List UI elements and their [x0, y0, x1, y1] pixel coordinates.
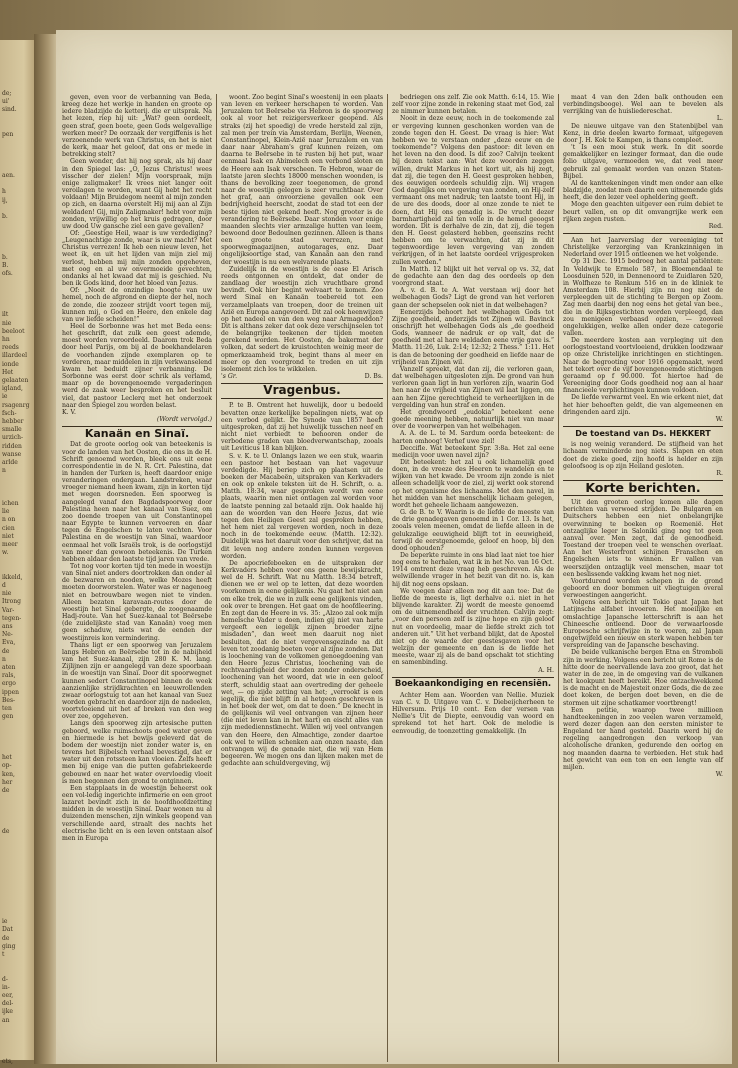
left-page-fragment: d-	[2, 975, 8, 983]
left-page-fragment: Itrong	[2, 598, 21, 606]
paragraph: Op 31 Dec. 1915 bedroeg het aantal patiënten: In Veldwijk te Ermelo 587, in Bloemendaal te Loosduinen 520, in Dennenoord te Zuidlaren 520, in Wolfheze te Renkum 516 en in de kliniek te Amsterdam 108. Hierbij zijn nu nog niet de verpleegden uit de stichting te Bergen op Zoom. Zag men daarbij den nog eens het getal van bee., die in de Rijksgestichten worden verpleegd, dan zou menigeen verbaasd opzien, — zooveel ongelukkigen, welke allen onder deze categorie vallen.	[563, 258, 723, 337]
paragraph: is nog weinig veranderd. De stijfheid van het lichaam verminderde nog niets. Slapen en eten doet de zieke goed, zijn hoofd is helder en zijn geloofsoog is op zijn Heiland gesloten.	[563, 441, 723, 470]
signature: L.	[716, 115, 723, 123]
signature-place: 's Gr.	[221, 373, 238, 381]
paragraph: Langs den spoorweg zijn artesische putten geboord, welke ruimschoots goed water geven en hiermede is het bewijs geleverd dat de bodem der woestijn niet zonder water is, en tevens het Bijbelsch verhaal bevestigd, dat er water uit den rotssteen kan vloeien. Zelfs heeft men bij enige van die putten gefabriekeerde gebouwd en naar het water overvloedig vloeit is men begonnen den grond te ontginnen.	[62, 720, 212, 785]
paragraph: A. A. de L. te M. Sardum oorda beteekent: de harten omhoog! Verhef uwe ziel!	[392, 430, 554, 445]
left-page-fragment: eer,	[2, 992, 14, 999]
paragraph: De beperkte ruimte in ons blad laat niet toe hier nog eens te herhalen, wat ik in het No. van 16 Oct. 1914 omtrent deze vraag heb geschreven. Als de welwillende vrager in het bezit van dit no. is, kan hij dit nog eens opslaan.	[392, 552, 554, 588]
paragraph: Een petitie, waarop twee millioen handteekeningen in zoo veelen waren verzameld, werd dezer dagen aan den eersten minister te Engeland ter hand gesteld. Daarin werd bij de regeling aangedrongen den verkoop van alcoholische dranken, gedurende den oorlog en nog maanden daarna te verbieden. Het stuk had het gewicht van een ton en een lengte van elf mijlen.	[563, 706, 723, 771]
paragraph: A. v. d. B. te A. Wat verstaan wij door het welbehagen Gods? Ligt de grond van het verloren gaan der schepselen ook niet in dat welbehagen?	[392, 287, 554, 309]
left-page-fragment: urzich-	[2, 434, 24, 442]
divider	[392, 677, 554, 678]
divider	[563, 495, 723, 496]
paragraph: De nieuwe uitgave van den Statenbijbel van Kenz, in drie deelen kwarto formaat, uitgegeven door J. H. Kok te Kampen, is thans compleet.	[563, 122, 723, 144]
paragraph: Moge den geachten uitgever een ruim debiet te beurt vallen, en op dit omvangrijke werk een rijken zegen rusten.	[563, 201, 723, 223]
left-page-fragment: lie	[2, 508, 10, 516]
left-page-fragment: ui'	[2, 98, 10, 106]
paragraph: G. de B. te V. Waarin is de liefde de meeste van de drie genadegaven genoemd in 1 Cor. 13. Is het, zooals velen meenen, omdat de liefde alleen in de gelukzalige eeuwigheid blijft tot in eeuwigheid, terwijl de eerstgenoemde, geloof en hoop, bij den dood ophouden?	[392, 509, 554, 552]
left-page-fragment: ofs.	[2, 270, 13, 278]
left-page-fragment: ans	[2, 623, 13, 630]
left-page-fragment: w.	[2, 549, 9, 557]
left-page-fragment: niet	[2, 532, 14, 540]
signature: A. H.	[538, 666, 554, 674]
left-page-fragment: ichen	[2, 500, 19, 507]
paragraph: De meerdere kosten aan verpleging uit den oorlogstoestand voortvloeiend, drukken loodzwaar op onze Christelijke inrichtingen en stichtingen. Naar de begrooting voor 1916 opgemaakt, werd het tekort over de vijf bovengenoemde stichtingen geraamd op f 90.000. Tot hiertoe had de Vereeniging door Gods goedheid nog aan al haar financieele verplichtingen kunnen voldoen.	[563, 337, 723, 395]
left-page-fragment: meer	[2, 541, 18, 548]
left-page-fragment: b.	[2, 254, 8, 261]
left-page-fragment: hebber	[2, 418, 24, 425]
left-page-fragment: beeloot	[2, 327, 25, 335]
left-page-fragment: ging	[2, 942, 16, 950]
left-page-fragment: ijke	[2, 1008, 13, 1016]
paragraph: Volgens een bericht uit Tokio gaat Japan het Latijnsche alfabet invoeren. Het moeilijke en omslachtige Japansche letterschrift is aan het Chineesche ontleend. Door de verwaarloosde Europesche schrijfwijze in te voeren, zal Japan ongetwijfeld een nieuw en sterk wapen hebben ter verspreiding van de Japansche beschaving.	[563, 599, 723, 650]
paragraph: S. v. K. te U. Onlangs lazen we een stuk, waarin een pastoor het bestaan van het vagevuur verdedigde. Hij beriep zich op plaatsen uit de boeken der Macabeën, uitspraken van Kerkvaders en ook op enkele teksten uit de H. Schrift, o. a. Matth. 18:34, waar gesproken wordt van eene plaats, waarin men niet ontlagen zal worden voor de laatste penning zal betaald zijn. Ook haalde hij aan de woorden van den Heere Jezus, dat wie tegen den Heiligen Geest zal gesproken hebben, het hem niet zal vergeven worden, noch in deze noch in de toekomende eeuw. (Matth. 12:32). Duidelijk was het daaruit voor den schrijver, dat na dit leven nog andere zonden kunnen vergeven worden.	[221, 452, 383, 560]
paragraph: P. te B. Omtrent het huwelijk, door u bedoeld bevatten onze kerkelijke bepalingen niets, wat op een verbod gelijkt. De Synode van 1857 heeft uitgesproken, dat zij het huwelijk tusschen neef en nicht niet verbiedt te behooren onder de verbodene graden van bloedverwantschap, zooals uit Leviticus 18 kan blijken.	[221, 402, 383, 453]
signature: W.	[715, 771, 723, 779]
paragraph: Aan het Jaarverslag der vereeniging tot Christelijke verzorging van Krankzinnigen in Nederland over 1915 ontleenen we het volgende.	[563, 236, 723, 259]
kanaan-text	[62, 441, 212, 842]
paragraph: Of: „Nooit de onzindige hoogte van uw hemel, noch de afgrond en diepte der hel, noch de zonde, die zoozeer strijdt voort tegen mij, kunnen mij, o God en Heere, den enkele dag van uw liefde scheiden!”	[62, 287, 212, 323]
divider	[563, 233, 723, 234]
left-page-fragment: reeds	[2, 344, 19, 352]
paragraph: Een stapplaats in de woestijn beheerst ook een vol-ledig ingerichte infirmerie en een groot lazaret bevindt zich in de hoofdhoofdzetting midden in de woestijn Sinaï. Daar wonen nu al duizenden menschen, zijn winkels geopend van verschillende aard, straalt des nachts het electrische licht en is een leven ontstaan alsof men in Europa	[62, 784, 212, 842]
column-1	[62, 94, 212, 1062]
column-3	[392, 94, 554, 1062]
left-page-fragment: nie	[2, 590, 12, 598]
left-page-fragment: igland,	[2, 385, 23, 393]
paragraph: De apocriefeboeken en de uitspraken der Kerkvaders hebben voor ons geene bewijskracht, wel de H. Schrift. Wat nu Matth. 18:34 betreft, dienen we er wel op te letten, dat deze woorden voorkomen in eene gelijkenis. Nu gaat het niet aan om elke trek, die we in zulk eene gelijkenis vinden, ook over te brengen. Het gaat om de hoofdleering. En zegt dan de Heere in vs. 35: „Alzoo zal ook mijn hemelsche Vader u doen, indien gij niet van harte vergeeft een iegelijk zijnen broeder zijne misdaden”, dan weet men daaruit nog niet besluiten, dat de niet vergevensgezinde na dit leven tot zoodanig boeten voor al zijne zonden. Dat is loochening van de volkomen genoegdoening van den Heere Jezus Christus, loochening van de rechtvaardigheid der zonden zonder onderscheid, loochening van het woord, dat wie in een geloof sterft, schuldig staat aan overtreding der geheele wet, — op zijde zetting van het; „verrookt is een iegelijk, die niet blijft in al hetgeen geschreven is in het boek der wet, om dat te doen.” De knecht in de gelijkenis wil veel ontvangen van zijnen heer (die niet leven kan in het hart) en eischt alles van zijn medediennstknecht. Willen wij veel ontvangen van den Heere, den Almachtige, zonder daartoe ook wel te willen schenken aan onzen naaste, dan ontvangen wij de genade niet, die wij van Hem begeeren. We mogen ons dan lijken maken met de gedachte aan schuldvergeving, wij	[221, 559, 383, 768]
left-page-fragment: pen	[2, 131, 14, 138]
col2-text	[221, 94, 383, 373]
left-page-fragment: aten	[2, 664, 16, 671]
left-page-fragment: ridden	[2, 442, 22, 450]
to-be-continued: (Wordt vervolgd.)	[156, 416, 212, 424]
left-page-fragment: aen.	[2, 172, 15, 179]
left-page-fragment: gen	[2, 713, 14, 721]
signature: D. Bs.	[364, 373, 383, 381]
col4-text-c	[563, 237, 723, 416]
paragraph: Uit den grooten oorlog komen alle dagen berichten van verwoed strijden. De Bulgaren en Duitschers hebben een niet onbelangrijke overwinning te boeken op Roemenië. Het ontzaglijke leger in Saloniki ging nog tot geen aanval over. Men zegt, dat de genoodheid. Toestand der troepen veel te wenschen overlaat. Aan het Westerfront schijnen Franschen en Engelschen iets te winnen. Er vallen van weerszijden ontzaglijk veel menschen, maar tot een beslissende vakking kwam het nog niet.	[563, 499, 723, 578]
left-page-fragment: op-	[2, 762, 12, 770]
divider	[563, 426, 723, 427]
signature: W.	[715, 415, 723, 423]
divider	[221, 398, 383, 399]
left-page-fragment: h	[2, 188, 6, 196]
hekkert-text	[563, 441, 723, 470]
left-page-fragment: B.	[2, 262, 9, 270]
column-4	[563, 94, 723, 1062]
paragraph: Eenerzijds behoort het welbehagen Gods tot Zijne goedheid, anderzijds tot Zijnen wil. Bavinck onschrijft het welbehagen Gods als „de goedheid Gods, wanneer de nadruk er op valt, dat de goedheid met al hare weldaden eene vrije gave is.” Matth. 11:26, Luk. 2:14; 12:32; 2 Thess.” 1:11. Het is dan de betooning der goedheid en liefde naar de vrijheid van Zijnen wil.	[392, 308, 554, 366]
left-page-fragment: Var-	[2, 606, 15, 614]
left-page-fragment: n on	[2, 516, 16, 524]
signature: R.	[716, 469, 723, 477]
left-page-fragment: ikkeld,	[2, 573, 23, 581]
column-rule	[558, 94, 559, 1062]
left-page-fragment: ij,	[2, 196, 8, 204]
boek-text	[392, 692, 554, 735]
paragraph: Het grondwoord „eudokia” beteekent eene goede meening hebben, natuurlijk niet van maar over de voorwerpen van het welbehagen.	[392, 408, 554, 431]
left-page-fragment: b.	[2, 213, 8, 220]
left-page-fragment: arlde	[2, 459, 18, 466]
paragraph: Dat de groote oorlog ook van beteekenis is voor de landen van het Oosten, die ons in de H. Schrift genoemd worden, bleek ons uit eene correspondentie in de N. R. Crt. Palestina, dat in handen der Turken is, heeft daardoor enige veranderingen ondergaan. Landstreken, waar vroeger niemand heen kwam, zijn in korten tijd met wegen doorsneden. Een spoorweg is aangelegd vanaf den Bagdadspoorweg door Palestina heen naar het kanaal van Suez, om zoo doende troepen van uit Constantinopel naar Egypte te kunnen vervoeren en daar tegen de Engelschen te laten vechten. Voor Palestina en de woestijn van Sinaï, waardoor eenmaal het volk Israëls trok, is de oorlogstijd van meer dan gewoon beteekenis. De Turken hebben aldaar den laatste tijd jaren van vrede.	[62, 441, 212, 563]
left-page-edge	[0, 40, 34, 1065]
left-page-fragment: de	[2, 828, 10, 835]
paragraph: Nooit in deze eeuw, noch in de toekomende zal er vergeving kunnen geschonken worden van de zonde tegen den H. Geest. De vraag is hier: Wat hebben we te verstaan onder „deze eeuw en de toekomende”? Volgens den pastoor: dit leven en het leven na den dood. Is dit zoo? Calvijn teekent bij dezen tekst aan: Wat deze woorden zeggen willen, drukt Markus in het kort uit, als hij zegt, dat zij, die tegen den H. Geest gesproken hebben, des eeuwigen oordeels schuldig zijn. Wij vragen God dagelijks om vergeving van zonden, en Hij-zelf vermaant ons met nadruk; ten laatste toont Hij, in de ure des doods, door al onze zonde te niet te doen, dat Hij ons genadig is. De vrucht dezer barmhartigheid zal ten volle in de hemel geoogst worden. Dit is derhalve de zin, dat zij, die tegen den H. Geest gelasterd hebben, geenszins recht hebben om te verwachten, dat zij in dit tegenwoordige leven vergeving van zonden verkrijgen, of in het laatste oordeel vrijgesproken zullen worden.”	[392, 115, 554, 266]
left-page-fragment: ionde	[2, 360, 19, 368]
left-page-fragment: wanse	[2, 450, 22, 458]
left-page-fragment: tegen-	[2, 614, 22, 622]
paragraph: De liefde verwarmt veel. En wie erkent niet, dat het hier behoeften geldt, die van algemeenen en dringenden aard zijn.	[563, 394, 723, 416]
left-page-fragment: ie	[2, 918, 8, 926]
column-rule	[387, 94, 388, 1062]
paragraph: bedriegen ons zelf. Zie ook Matth. 6:14, 15. Wie zelf voor zijne zonde in rekening staat met God, zal ze nimmer kunnen betalen.	[392, 94, 554, 116]
left-page-fragment: an	[2, 1016, 10, 1024]
signature: K. V.	[62, 408, 76, 416]
left-page-fragment: d	[2, 582, 6, 589]
left-page-fragment: de	[2, 647, 10, 655]
signature: Red.	[708, 222, 723, 230]
left-page-fragment: ken,	[2, 770, 15, 778]
section-title-korte-berichten: Korte berichten.	[585, 479, 701, 495]
paragraph: Dit beteekent: het zal u ook lichamelijk goed doen, in de vreeze des Heeren te wandelen en te wijken van het kwade. De vroom zijn zonde is niet alleen schadelijk voor de ziel, zij werkt ook storend op het organisme des lichaams. Met den navel, in het midden van het menschelijk lichaam gelegen, wordt het geheele lichaam aangewezen.	[392, 458, 554, 509]
left-page-fragment: hn	[2, 336, 12, 343]
left-page-fragment: ilt	[2, 311, 9, 319]
left-page-fragment: Ne-	[2, 631, 13, 639]
paragraph: Deccifle. Wat beteekent Spr. 3:8a. Het zal eene medicijn voor uwen navel zijn?	[392, 444, 554, 459]
left-page-fragment: illardeel	[2, 352, 28, 360]
col3-text	[392, 94, 554, 667]
col1-text	[62, 94, 212, 409]
paragraph: Achter Hem aan. Woorden van Nellie. Muziek van C. v. D. Uitgave van C. v. Diebeijcherheen te Hilversum. Prijs 10 cent. Een der versen van Nellie's Uit de Diepte, eenvoudig van woord en sprekend tot het hart. Ook de melodie is eenvoudig, de toonzetting gemakkelijk. (In	[392, 691, 554, 735]
section-title-hekkert: De toestand van Ds. HEKKERT	[575, 429, 711, 439]
col4-text-a	[563, 94, 723, 115]
left-page-fragment: ie	[2, 393, 8, 401]
left-page-fragment: ergo	[2, 680, 16, 688]
paragraph: woont. Zoo begint Sinaï's woestenij in een plaats van leven en verkeer herschapen te worden. Van Jeruzalem tot Beërsebe via Hebron is de spoorweg ook al voor het reizigersverkeer geopend. Als straks (zij het spoedig) de vrede hersteld zal zijn, zal men per trein via Amsterdam, Berlijn, Weenen, Constantinopel, Klein-Azië naar Jeruzalem en van daar naar Abraham's graf kunnen reizen, om daarna te Beërsebe in te rusten bij het put, waar eenmaal Isak en Abimelech een verbond sloten en de Heere aan Isak verscheen. Te Hebron, waar de laatste jaren slechts 18000 menschen woonden, is thans de bevolking zeer toegenomen, de grond naar de woestijn gelegen is zeer vruchtbaar. Over het graf, aan onvoorziene gevallen ook een bedrijvigheid heerscht, zoodat de stad tot een der beste tijden niet gekend heeft. Nog grooter is de verandering te Beërsebe. Daar stonden voor enige maanden slechts vier armzalige hutten van leem, bewoond door Bedouïnen gezinnen. Alleen is thans een groote stad verrezen, met spoorwegmagazijnen, autogarages, enz. Daar ongelijksoortige stad, van Kanaän aan den rand der woestijn is nu een welvarende plaats.	[221, 94, 383, 266]
left-page-fragment: Bes-	[2, 696, 16, 704]
left-page-fragment: n	[2, 655, 8, 663]
left-page-fragment: nie	[2, 319, 12, 327]
left-page-fragment: de	[2, 934, 10, 942]
left-page-fragment: del-	[2, 1000, 14, 1008]
article-title-kanaan: Kanaän en Sinaï.	[84, 427, 190, 441]
left-page-fragment: gelaaten	[2, 377, 29, 384]
paragraph: De beide vulkanische bergen Etna en Stromboli zijn in werking. Volgens een bericht uit Rome is de hitte door de neervallende lava zoo groot, dat het water in de zee, in de omgeving van de vulkanen het kookpunt heeft bereikt. Hoe ontzachwekkend is de macht en de Majesteit onzer Gods, die de zee doet koken, de bergen doet beven, en die de stormen uit zijne schatkamer voortbrengt!	[563, 649, 723, 707]
left-page-fragment: het	[2, 754, 12, 762]
section-title-boekaankondiging: Boekaankondiging en recensiën.	[394, 678, 552, 689]
korte-text	[563, 499, 723, 771]
paragraph: Vanzelf spreekt, dat dan zij, die verloren gaan, dat welbehagen uitgesloten zijn. De grond van hun verloren gaan ligt in hun verloren zijn, waarin God hen naar de vrijheid van Zijnen wil laat liggen, om aan hen Zijne gerechtigheid te verheerlijken in de vergelding van hun straf en zonden.	[392, 365, 554, 409]
paragraph: Al de kanttekeningen vindt men onder aan elke bladzijde, zoodat men daarin een uitnemende gids heeft, die den lezer veel opheldering geeft.	[563, 179, 723, 202]
paragraph: We voegen daar alleen nog dit aan toe: Dat de liefde de meeste is, ligt derhalve o.i. niet in het blijvende karakter. Zij wordt de meeste genoemd om de uitnemendheid der vruchten. Calvijn zegt: „voor den persoon zelf is zijne hope en zijn geloof nut en voordeelig, maar de liefde strekt zich tot anderen uit.” Uit het verband blijkt, dat de Apostel niet op de waarde der geestesgaven voor het welzijn der gemeente en dan is de liefde het meeste, waar zij als de band opschakt tot stichting en samenbinding.	[392, 587, 554, 667]
column-rule	[216, 94, 217, 1062]
left-page-fragment: fsch-	[2, 409, 17, 417]
left-page-fragment: Het	[2, 368, 14, 376]
left-page-fragment: ten	[2, 705, 12, 712]
vragenbus-text	[221, 402, 383, 767]
left-page-fragment: de	[2, 787, 10, 794]
left-page-fragment: n	[2, 467, 6, 475]
paragraph: Voortdurend worden schepen in de grond geboord en door bommen uit vliegtuigen overal verwoestingen aangericht.	[563, 577, 723, 600]
left-page-fragment: rals,	[2, 672, 16, 680]
left-page-fragment: her	[2, 778, 13, 786]
left-page-fragment: Eva,	[2, 639, 16, 647]
left-page-fragment: ippen	[2, 688, 20, 696]
left-page-fragment: smalle	[2, 426, 22, 434]
paragraph: Thans ligt er een spoorweg van Jeruzalem langs Hebron en Beërsebe tot in de nabijheid van het Suez-kanaal, zijn 280 K. M. lang. Zijlijnen zijn er aangelegd van deze spoorbaan in de woestijn van Sinaï. Door dit spoorwegnet kunnen sedert Constantinopel binnen de week aanzienlijke strijdkrachten en leeuwrollenden zwaar oorlogstuig tot aan het kanaal van Suez worden gebracht en daardoor zijn de nadeelen, voortvloeiend uit het af breken van den weg over zee, opgeheven.	[62, 641, 212, 721]
left-page-fragment: in-	[2, 983, 10, 991]
left-page-fragment: cien	[2, 524, 15, 532]
left-page-fragment: de;	[2, 90, 12, 97]
paragraph: Geen wonder, dat hij nog sprak, als hij daar in den Spiegel las: „O, Jezus Christus! wees visscher der zielen! Mijn voorspraak, mijn enige zaligmaker! Ik vrees niet langer ooit veroilagen te worden, want Gij hebt het recht voldaan! Mijn Bruidegom neemt al mijn zonden op zich, en daarna overstelt Hij mij aan al Zijn weldaden! Gij, mijn Zaligmaker! hebt voor mijn zonden, vrijwillig op het kruis gedragen, door uw dood Uw gansche ziel een gave gevallen?	[62, 158, 212, 230]
paragraph: Zuidelijk in de woestijn is de oase El Arisch reeds ontgonnen en ontdekt, dat onder de zandlaag der woestijn zich vruchtbare grond bevindt. Ook hier begint welvaart te komen. Zoo werd Sinaï en Kanaän toebereid tot een verzamelplaats van troepen, door de treinen uit Azië en Europa aangevoerd. Dit zal ook heenwijzen op het nadeel en van den weg naar Armageddon? Dit is althans zeker dat ook deze verschijnselen tot de belangrijke teekenen der tijden moeten gerekend worden. Het Oosten, de bakermat der volken, dat sedert de kruistochten weinig meer de opmerkzaamheid trok, begint thans al meer en meer op den voorgrond te treden en uit zijn isolement zich los te wikkelen.	[221, 265, 383, 373]
newspaper-page	[56, 30, 732, 1064]
column-2	[221, 94, 383, 1062]
col4-text-b	[563, 123, 723, 223]
paragraph: Tot nog voor korten tijd ten mede in woestijn van Sinaï niet anders doortrokken dan onder al de bezwaren en nooden, welke Mozes heeft moeten doorworstelen. Water was er nagenoeg niet en betrouwbare wegen niet te vinden. Alleen bezaten karavaan-routes door de woestijn het Sinaï gebergte, de zoogenaamde Hadj-route. Van het Suez-kanaal tot Beërsebe (de zuidelijkste stad van Kanaän) voeg men geen schaduw, niets wat de eenden der woestijnreis kon vermindering.	[62, 563, 212, 642]
left-page-fragment: sind.	[2, 106, 17, 114]
paragraph: maat 4 van den 2den balk onthouden een verbindingsbooge). Wel aan te bevelen als verrijking van de huisliedereschat.	[563, 94, 723, 116]
left-page-fragment: Dat	[2, 926, 13, 934]
left-page-fragment: rsagenrg	[2, 401, 30, 409]
left-page-fragment: ets,	[2, 1057, 13, 1065]
paragraph: 't Is een mooi stuk werk. In dit soorde gemakkelijker en lezinger formaat, dan die oude folio uitgave, vermoeden we, dat veel meer gebruik zal gemaakt worden van onzen Staten-Bijbel.	[563, 144, 723, 180]
paragraph: Heel de Sorbonne was het met Beda eens: het geschrift, dat zulk een geest ademde, moest worden veroordeeld. Daarom trok Beda door heel Parijs, om bij al de boekhandelaren de voorhanden zijnde exemplaren op te vorderen, maar middelen in zijn verkwanselend kwam het beduidt zijner verbanning. De Sorbonne was eerst door schrik als verlamd, maar op de bovengenoemde vergaderingen werd de zaak weer besproken en het besluit viel, dat pastoor Leclerq met het onderzoek naar den Spiegel zou worden belast.	[62, 323, 212, 409]
left-page-fragment: t	[2, 951, 5, 958]
paragraph: In Matth. 12 blijkt uit het verval op vs. 32, dat de gedachte aan den dag des oordeels op den voorgrond staat.	[392, 265, 554, 288]
paragraph: Of: „Geestige Heil, waar is uw verdediging? „Leugenachtige zonde, waar is uw macht? Met Christus verrezen! Ik heb een nieuw leven, het weet ik, en uit het lijden van mijn ziel mij verlost, hebben mij mijn zonden opgeheven, met oog en al uw onvermoeide gevechten, ondanks al het kwaad dat mij is geschied. Nu ben ik Gods kind, door het bloed van Jezus.	[62, 229, 212, 288]
paragraph: geven, even voor de verbanning van Beda, kreeg deze het werkje in handen en groote op iedere bladzijde de ketterij. die er uitsprak. Na het lezen, riep hij uit: „Wat? geen oordeelt, geen straf, geen boete, geen Gods welgevallige werken meer? De oorzaak der vergiffenis is het verzoenende werk van Christus, en het is niet de kerk, maar het geloof, dat ons er mede in betrekking stelt?	[62, 94, 212, 159]
section-title-vragenbus: Vragenbus.	[263, 383, 341, 398]
